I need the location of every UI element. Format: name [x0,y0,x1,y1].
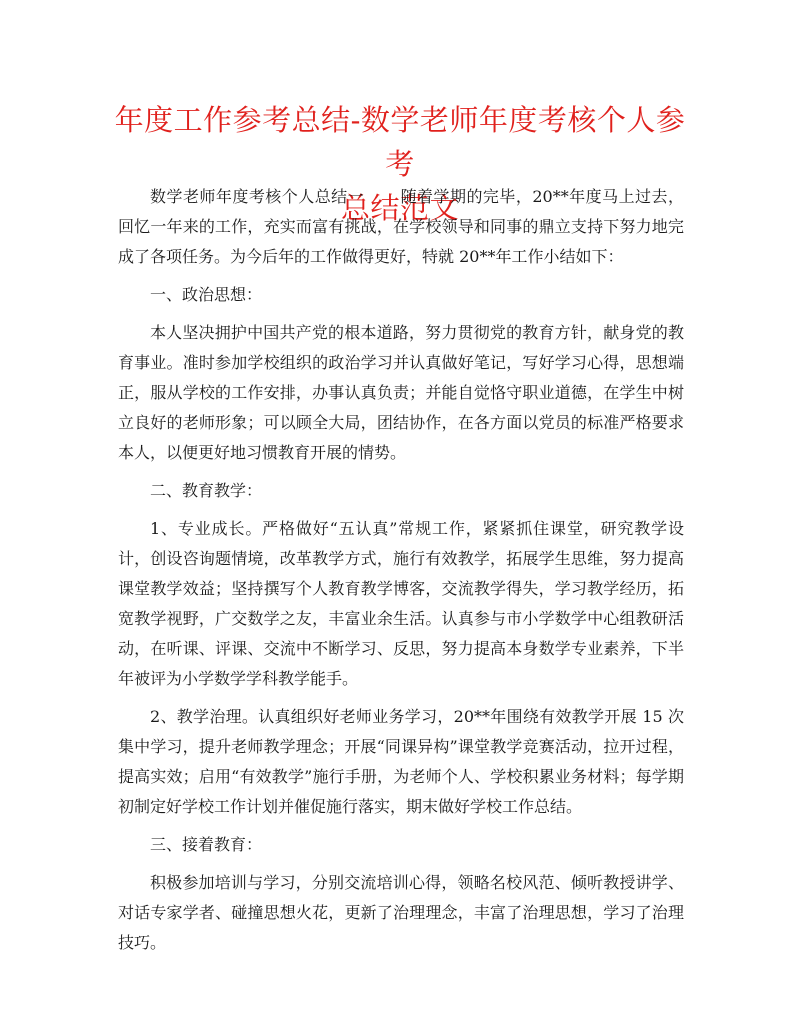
section-2-heading: 二、教育教学： [150,481,263,500]
title-line-2: 总结范文 [340,191,459,225]
section-1-heading: 一、政治思想： [150,285,263,304]
section-2-item-1: 1、专业成长。严格做好“五认真”常规工作，紧紧抓住课堂，研究教学设计，创设咨询题情境，改革教学方式，施行有效教学，拓展学生思维，努力提高课堂教学效益；坚持撰写个人教育教学博客，交流教学得失，学习教学经历，拓宽教学视野，广交数学之友，丰富业余生活。认真参与市小学数学中心组教研活动，在听课、评课、交流中不断学习、反思，努力提高本身数学专业素养，下半年被评为小学数学学科教学能手。 [118,519,684,688]
section-2-item-2: 2、教学治理。认真组织好老师业务学习，20**年围绕有效教学开展 15 次集中学习，提升老师教学理念；开展“同课异构”课堂教学竞赛活动，拉开过程，提高实效；启用“有效教学”施行手册，为老师个人、学校积累业务材料；每学期初制定好学校工作计划并催促施行落实，期末做好学校工作总结。 [118,707,684,816]
intro-paragraph [118,182,684,272]
intro-lead: 数学老师年度考核个人总结一 [150,187,365,206]
section-1-paragraph: 本人坚决拥护中国共产党的根本道路，努力贯彻党的教育方针，献身党的教育事业。准时参加学校组织的政治学习并认真做好笔记，写好学习心得，思想端正，服从学校的工作安排，办事认真负责；并能自觉恪守职业道德，在学生中树立良好的老师形象；可以顾全大局，团结协作，在各方面以党员的标准严格要求本人，以便更好地习惯教育开展的情势。 [118,323,684,462]
section-3-heading: 三、接着教育： [150,835,263,854]
intro-text: 随着学期的完毕，20**年度马上过去，回忆一年来的工作，充实而富有挑战，在学校领导和同事的鼎立支持下努力地完成了各项任务。为今后年的工作做得更好，特就 20**年工作小结如下： [118,187,684,266]
section-3-paragraph: 积极参加培训与学习，分别交流培训心得，领略名校风范、倾听教授讲学、对话专家学者、碰撞思想火花，更新了治理理念，丰富了治理思想，学习了治理技巧。 [118,873,684,952]
document-body [118,182,684,966]
title-line-1: 年度工作参考总结-数学老师年度考核个人参考 [114,103,686,181]
